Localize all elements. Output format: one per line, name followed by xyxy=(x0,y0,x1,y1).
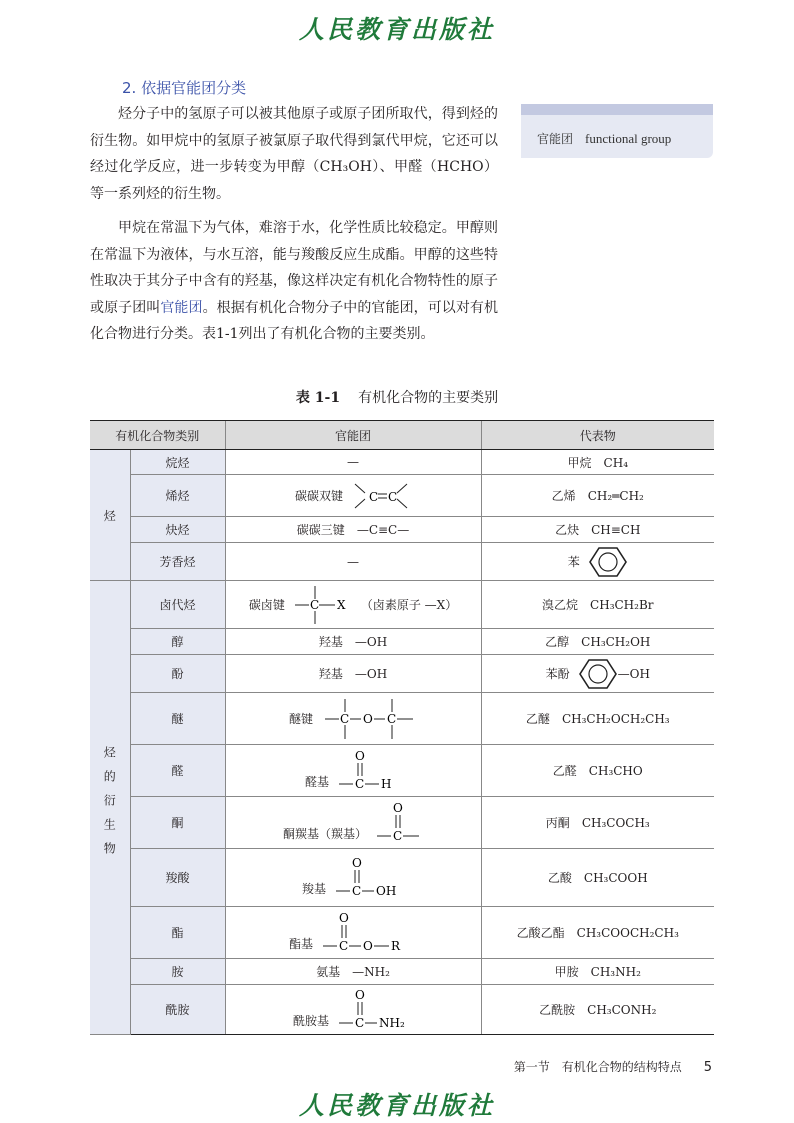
carboxyl-group-structure xyxy=(334,855,404,901)
header-representative: 代表物 xyxy=(481,421,714,450)
svg-text:X: X xyxy=(336,597,346,612)
svg-text:C: C xyxy=(369,489,379,504)
body-paragraph-1: 烃分子中的氢原子可以被其他原子或原子团所取代，得到烃的衍生物。如甲烷中的氢原子被氯原子取代得到氯代甲烷，它还可以经过化学反应，进一步转变为甲醇（CH₃OH）、甲醛（HCHO）等一系列烃的衍生物。 xyxy=(90,106,498,202)
table-row: 羧酸 羧基 O C OH 乙酸 CH₃COOH xyxy=(90,849,714,907)
key-term: 官能团 xyxy=(160,299,203,316)
table-row: 酮 酮羰基（羰基） O C 丙酮 CH₃COCH₃ xyxy=(90,797,714,849)
glossary-sidebar xyxy=(521,104,713,158)
page-footer xyxy=(514,1058,712,1075)
table-row: 烃的衍生物 卤代烃 碳卤键 C X （卤素原子 —X） 溴乙烷 CH₃CH₂Br xyxy=(90,581,714,629)
svg-text:O: O xyxy=(352,855,362,870)
benzene-ring-icon xyxy=(588,545,628,579)
svg-text:NH₂: NH₂ xyxy=(379,1015,405,1030)
svg-text:C: C xyxy=(340,711,350,726)
table-row: 芳香烃 — 苯 xyxy=(90,543,714,581)
table-row: 炔烃 碳碳三键 —C≡C— 乙炔 CH≡CH xyxy=(90,517,714,543)
page-number: 5 xyxy=(703,1060,712,1075)
svg-text:OH: OH xyxy=(376,883,397,898)
table-title: 表 1-1 有机化合物的主要类别 xyxy=(295,390,499,406)
table-row: 醚 醚键 C O C 乙醚 CH₃CH₂OCH₂CH₃ xyxy=(90,693,714,745)
organic-compound-table xyxy=(90,420,714,1035)
aldehyde-group-structure xyxy=(337,748,401,794)
svg-text:O: O xyxy=(355,987,365,1002)
svg-text:C: C xyxy=(309,597,320,612)
svg-text:O: O xyxy=(339,910,349,925)
sidebar-term-cn: 官能团 xyxy=(537,132,574,146)
svg-text:C: C xyxy=(355,776,365,791)
section-heading: 2. 依据官能团分类 xyxy=(122,79,247,97)
table-row: 醛 醛基 O C H 乙醛 CH₃CHO xyxy=(90,745,714,797)
svg-text:C: C xyxy=(352,883,362,898)
publisher-logo-top: 人民教育出版社 xyxy=(298,15,495,44)
table-row: 酯 酯基 O C O R 乙酸乙酯 CH₃COOCH₂CH₃ xyxy=(90,907,714,959)
table-row: 胺 氨基 —NH₂ 甲胺 CH₃NH₂ xyxy=(90,959,714,985)
carbon-halogen-bond-structure xyxy=(293,584,353,626)
svg-text:C: C xyxy=(339,938,349,953)
svg-text:O: O xyxy=(363,938,373,953)
body-paragraph-2: 甲烷在常温下为气体，难溶于水，化学性质比较稳定。甲醇则在常温下为液体，与水互溶，能与羧酸反应生成酯。甲醇的这些特性取决于其分子中含有的羟基，像这样决定有机化合物特性的原子或原子团叫官能团。根据有机化合物分子中的官能团，可以对有机化合物进行分类。表1-1列出了有机化合物的主要类别。 xyxy=(90,220,499,343)
table-header-row xyxy=(90,421,714,450)
svg-text:C: C xyxy=(388,489,398,504)
header-functional-group: 官能团 xyxy=(225,421,481,450)
svg-text:O: O xyxy=(355,748,365,763)
sidebar-term-en: functional group xyxy=(585,131,672,146)
publisher-logo-bottom: 人民教育出版社 xyxy=(298,1091,495,1120)
svg-text:C: C xyxy=(387,711,397,726)
svg-text:C: C xyxy=(393,828,403,843)
ester-group-structure xyxy=(321,910,417,956)
svg-text:H: H xyxy=(381,776,392,791)
amide-group-structure xyxy=(337,987,413,1033)
table-row: 烃 烷烃 — 甲烷 CH₄ xyxy=(90,450,714,475)
ketone-carbonyl-structure xyxy=(375,800,423,846)
footer-chapter: 第一节 有机化合物的结构特点 xyxy=(513,1060,682,1074)
svg-text:C: C xyxy=(355,1015,365,1030)
table-row: 烯烃 碳碳双键 C C 乙烯 CH₂═CH₂ xyxy=(90,475,714,517)
svg-text:O: O xyxy=(363,711,373,726)
header-class: 有机化合物类别 xyxy=(90,421,225,450)
group-label-derivative: 烃的衍生物 xyxy=(90,581,130,1035)
table-row: 酰胺 酰胺基 O C NH₂ 乙酰胺 CH₃CONH₂ xyxy=(90,985,714,1035)
svg-text:R: R xyxy=(391,938,401,953)
double-bond-structure xyxy=(351,481,411,511)
table-row: 酚 羟基 —OH 苯酚 —OH xyxy=(90,655,714,693)
svg-text:O: O xyxy=(393,800,403,815)
group-label-hydrocarbon: 烃 xyxy=(90,450,130,581)
ether-bond-structure xyxy=(321,697,417,741)
phenol-ring-icon xyxy=(578,657,618,691)
table-row: 醇 羟基 —OH 乙醇 CH₃CH₂OH xyxy=(90,629,714,655)
